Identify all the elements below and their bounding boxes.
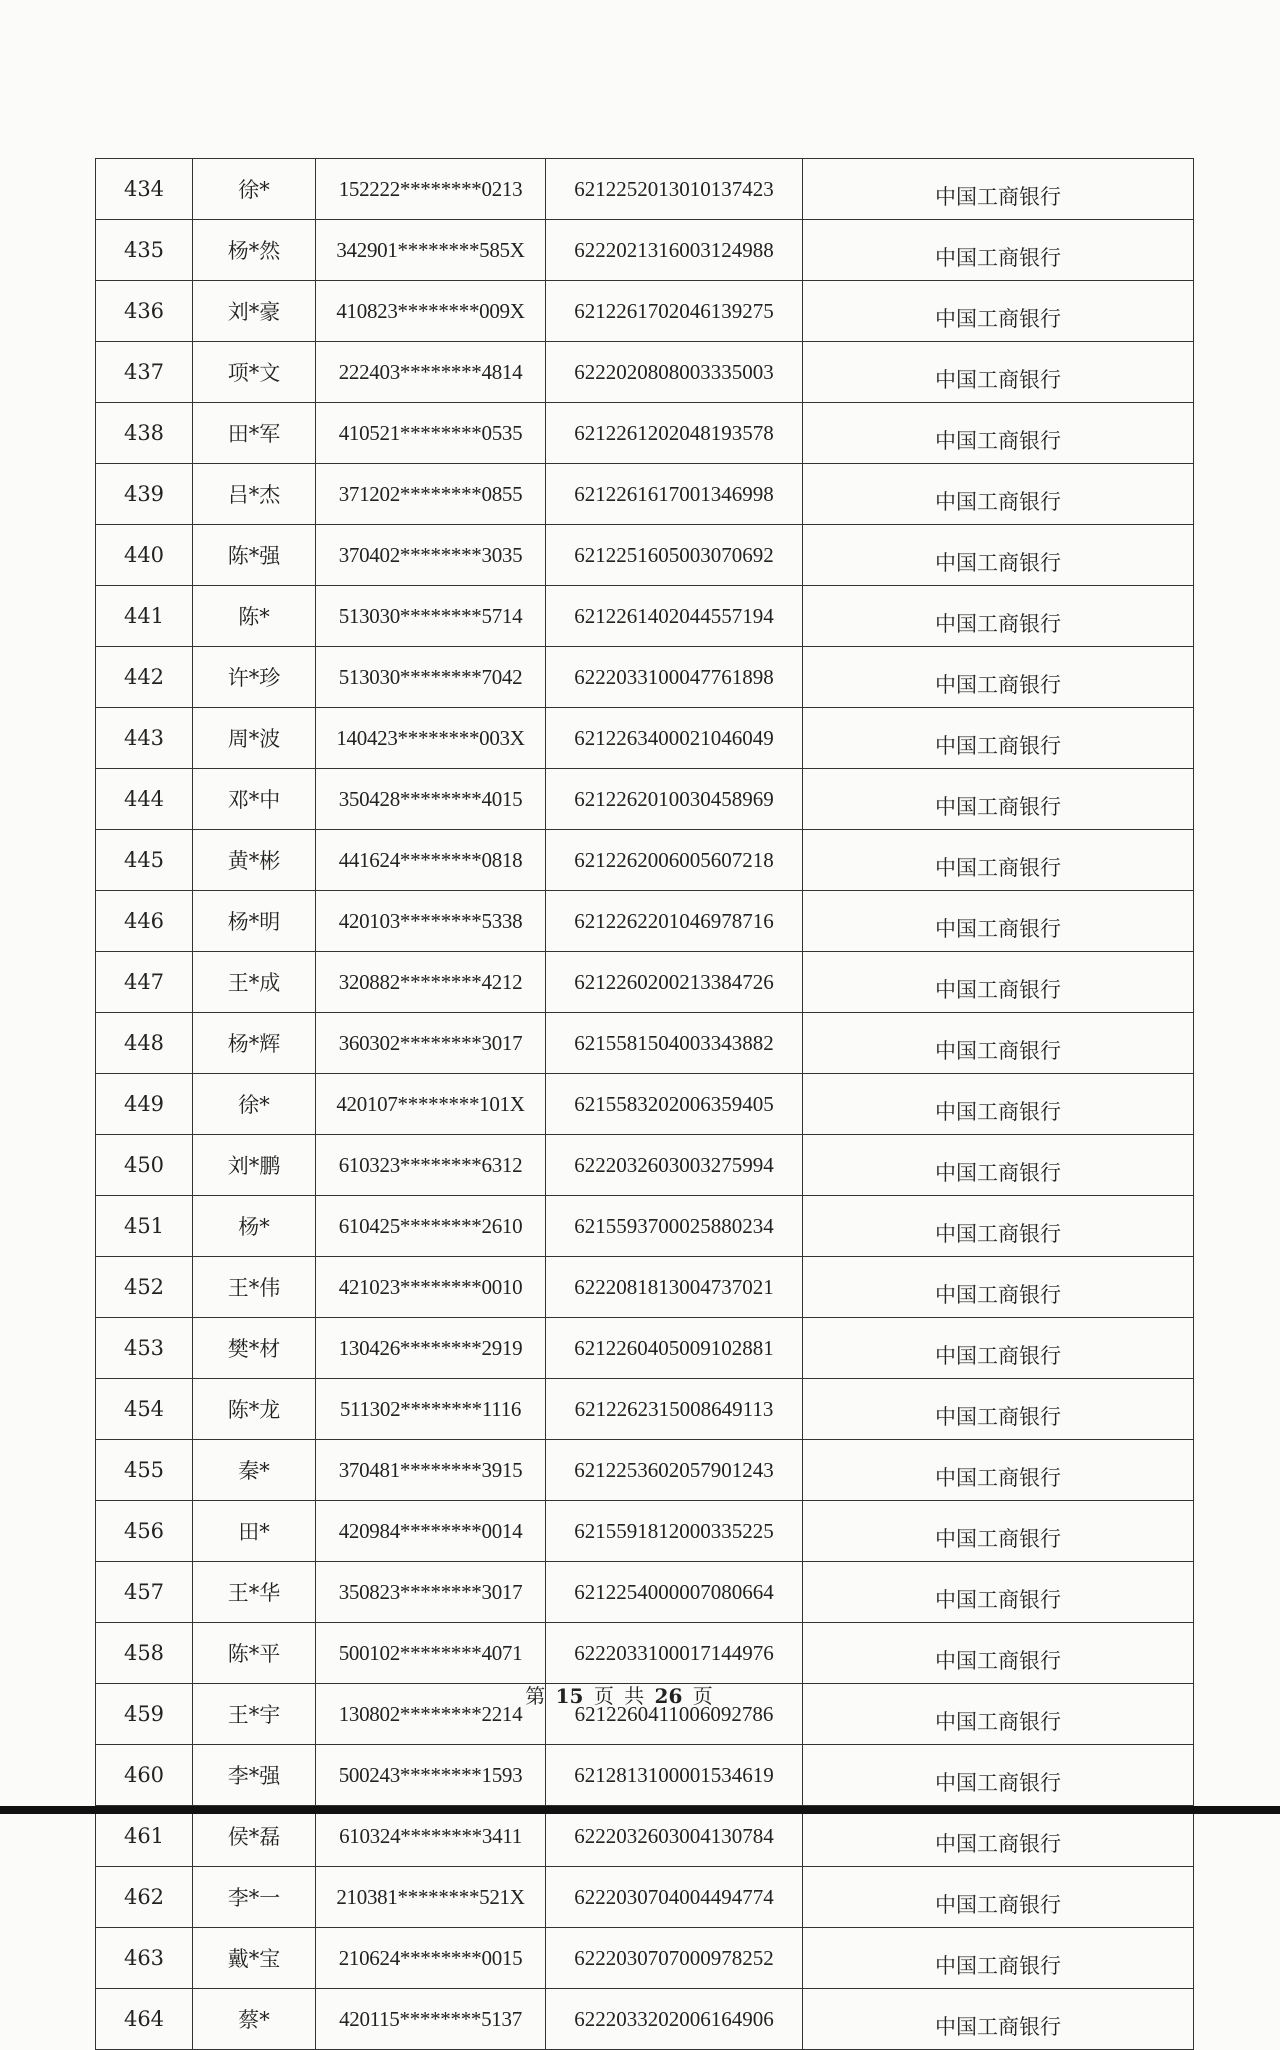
id-number-cell: 610425********2610: [316, 1196, 546, 1257]
row-number-cell: 458: [96, 1623, 193, 1684]
table-row: [96, 1562, 1194, 1623]
name-cell: 樊*材: [193, 1318, 316, 1379]
bank-name-cell: 中国工商银行: [803, 1440, 1194, 1501]
footer-prefix: 第: [525, 1684, 546, 1708]
card-number-cell: 6212254000007080664: [546, 1562, 803, 1623]
id-number-cell: 513030********5714: [316, 586, 546, 647]
name-cell: 王*成: [193, 952, 316, 1013]
row-number-cell: 457: [96, 1562, 193, 1623]
row-number-cell: 448: [96, 1013, 193, 1074]
bank-name-cell: 中国工商银行: [803, 1867, 1194, 1928]
bank-name-cell: 中国工商银行: [803, 1501, 1194, 1562]
id-number-cell: 410521********0535: [316, 403, 546, 464]
table-row: [96, 464, 1194, 525]
card-number-cell: 6222081813004737021: [546, 1257, 803, 1318]
row-number-cell: 438: [96, 403, 193, 464]
name-cell: 邓*中: [193, 769, 316, 830]
table-row: [96, 586, 1194, 647]
id-number-cell: 350428********4015: [316, 769, 546, 830]
card-number-cell: 6212262201046978716: [546, 891, 803, 952]
id-number-cell: 511302********1116: [316, 1379, 546, 1440]
bank-name-cell: 中国工商银行: [803, 769, 1194, 830]
card-number-cell: 6222030707000978252: [546, 1928, 803, 1989]
bank-name-cell: 中国工商银行: [803, 1745, 1194, 1806]
row-number-cell: 461: [96, 1806, 193, 1867]
table-row: [96, 830, 1194, 891]
card-number-cell: 6222033100017144976: [546, 1623, 803, 1684]
card-number-cell: 6222033100047761898: [546, 647, 803, 708]
name-cell: 陈*龙: [193, 1379, 316, 1440]
bank-name-cell: 中国工商银行: [803, 586, 1194, 647]
name-cell: 陈*: [193, 586, 316, 647]
row-number-cell: 439: [96, 464, 193, 525]
card-number-cell: 6212251605003070692: [546, 525, 803, 586]
table-row: [96, 1257, 1194, 1318]
table-row: [96, 1074, 1194, 1135]
card-number-cell: 6212813100001534619: [546, 1745, 803, 1806]
table-row: [96, 1623, 1194, 1684]
name-cell: 许*珍: [193, 647, 316, 708]
table-row: [96, 342, 1194, 403]
table-row: [96, 1928, 1194, 1989]
row-number-cell: 434: [96, 159, 193, 220]
row-number-cell: 443: [96, 708, 193, 769]
bank-name-cell: 中国工商银行: [803, 1684, 1194, 1745]
name-cell: 刘*豪: [193, 281, 316, 342]
card-number-cell: 6215591812000335225: [546, 1501, 803, 1562]
id-number-cell: 610323********6312: [316, 1135, 546, 1196]
id-number-cell: 513030********7042: [316, 647, 546, 708]
row-number-cell: 442: [96, 647, 193, 708]
name-cell: 徐*: [193, 159, 316, 220]
bank-name-cell: 中国工商银行: [803, 1989, 1194, 2050]
card-number-cell: 6222033202006164906: [546, 1989, 803, 2050]
row-number-cell: 446: [96, 891, 193, 952]
name-cell: 田*: [193, 1501, 316, 1562]
table-row: [96, 1196, 1194, 1257]
name-cell: 王*华: [193, 1562, 316, 1623]
table-row: [96, 220, 1194, 281]
row-number-cell: 447: [96, 952, 193, 1013]
bank-name-cell: 中国工商银行: [803, 159, 1194, 220]
row-number-cell: 436: [96, 281, 193, 342]
card-number-cell: 6212253602057901243: [546, 1440, 803, 1501]
id-number-cell: 320882********4212: [316, 952, 546, 1013]
row-number-cell: 463: [96, 1928, 193, 1989]
footer-suffix: 页: [692, 1684, 713, 1708]
card-number-cell: 6222032603003275994: [546, 1135, 803, 1196]
id-number-cell: 610324********3411: [316, 1806, 546, 1867]
table-row: [96, 1013, 1194, 1074]
bank-name-cell: 中国工商银行: [803, 464, 1194, 525]
row-number-cell: 454: [96, 1379, 193, 1440]
scan-edge: [0, 1806, 1280, 1814]
recipient-table: [95, 158, 1194, 2050]
table-row: [96, 525, 1194, 586]
bank-name-cell: 中国工商银行: [803, 1562, 1194, 1623]
id-number-cell: 210381********521X: [316, 1867, 546, 1928]
card-number-cell: 6212260411006092786: [546, 1684, 803, 1745]
row-number-cell: 452: [96, 1257, 193, 1318]
name-cell: 杨*: [193, 1196, 316, 1257]
footer-middle: 页 共: [593, 1684, 645, 1708]
row-number-cell: 440: [96, 525, 193, 586]
card-number-cell: 6212261202048193578: [546, 403, 803, 464]
bank-name-cell: 中国工商银行: [803, 647, 1194, 708]
name-cell: 吕*杰: [193, 464, 316, 525]
name-cell: 项*文: [193, 342, 316, 403]
table-body: [96, 159, 1194, 2050]
row-number-cell: 435: [96, 220, 193, 281]
bank-name-cell: 中国工商银行: [803, 1196, 1194, 1257]
total-pages: 26: [654, 1684, 683, 1708]
card-number-cell: 6212263400021046049: [546, 708, 803, 769]
table-row: [96, 1501, 1194, 1562]
table-row: [96, 281, 1194, 342]
row-number-cell: 464: [96, 1989, 193, 2050]
page-footer: [0, 1680, 1238, 1709]
id-number-cell: 420115********5137: [316, 1989, 546, 2050]
row-number-cell: 449: [96, 1074, 193, 1135]
bank-name-cell: 中国工商银行: [803, 1135, 1194, 1196]
bank-name-cell: 中国工商银行: [803, 1623, 1194, 1684]
id-number-cell: 441624********0818: [316, 830, 546, 891]
bank-name-cell: 中国工商银行: [803, 525, 1194, 586]
id-number-cell: 420984********0014: [316, 1501, 546, 1562]
table-row: [96, 1379, 1194, 1440]
card-number-cell: 6212262315008649113: [546, 1379, 803, 1440]
id-number-cell: 500102********4071: [316, 1623, 546, 1684]
id-number-cell: 420107********101X: [316, 1074, 546, 1135]
name-cell: 刘*鹏: [193, 1135, 316, 1196]
row-number-cell: 451: [96, 1196, 193, 1257]
name-cell: 秦*: [193, 1440, 316, 1501]
row-number-cell: 441: [96, 586, 193, 647]
name-cell: 杨*辉: [193, 1013, 316, 1074]
row-number-cell: 450: [96, 1135, 193, 1196]
id-number-cell: 500243********1593: [316, 1745, 546, 1806]
card-number-cell: 6212261402044557194: [546, 586, 803, 647]
row-number-cell: 444: [96, 769, 193, 830]
id-number-cell: 410823********009X: [316, 281, 546, 342]
bank-name-cell: 中国工商银行: [803, 708, 1194, 769]
table-row: [96, 891, 1194, 952]
name-cell: 陈*强: [193, 525, 316, 586]
id-number-cell: 130802********2214: [316, 1684, 546, 1745]
card-number-cell: 6212252013010137423: [546, 159, 803, 220]
card-number-cell: 6222032603004130784: [546, 1806, 803, 1867]
id-number-cell: 222403********4814: [316, 342, 546, 403]
bank-name-cell: 中国工商银行: [803, 1074, 1194, 1135]
id-number-cell: 130426********2919: [316, 1318, 546, 1379]
id-number-cell: 140423********003X: [316, 708, 546, 769]
bank-name-cell: 中国工商银行: [803, 952, 1194, 1013]
id-number-cell: 420103********5338: [316, 891, 546, 952]
card-number-cell: 6222030704004494774: [546, 1867, 803, 1928]
card-number-cell: 6212262006005607218: [546, 830, 803, 891]
bank-name-cell: 中国工商银行: [803, 1928, 1194, 1989]
row-number-cell: 453: [96, 1318, 193, 1379]
id-number-cell: 350823********3017: [316, 1562, 546, 1623]
card-number-cell: 6215593700025880234: [546, 1196, 803, 1257]
card-number-cell: 6212260200213384726: [546, 952, 803, 1013]
name-cell: 田*军: [193, 403, 316, 464]
id-number-cell: 210624********0015: [316, 1928, 546, 1989]
bank-name-cell: 中国工商银行: [803, 1379, 1194, 1440]
card-number-cell: 6215581504003343882: [546, 1013, 803, 1074]
id-number-cell: 370402********3035: [316, 525, 546, 586]
name-cell: 王*宇: [193, 1684, 316, 1745]
row-number-cell: 456: [96, 1501, 193, 1562]
bank-name-cell: 中国工商银行: [803, 342, 1194, 403]
id-number-cell: 370481********3915: [316, 1440, 546, 1501]
bank-name-cell: 中国工商银行: [803, 1318, 1194, 1379]
row-number-cell: 437: [96, 342, 193, 403]
row-number-cell: 459: [96, 1684, 193, 1745]
name-cell: 王*伟: [193, 1257, 316, 1318]
bank-name-cell: 中国工商银行: [803, 281, 1194, 342]
name-cell: 周*波: [193, 708, 316, 769]
table-row: [96, 647, 1194, 708]
table-row: [96, 1867, 1194, 1928]
name-cell: 杨*然: [193, 220, 316, 281]
name-cell: 李*强: [193, 1745, 316, 1806]
name-cell: 陈*平: [193, 1623, 316, 1684]
name-cell: 戴*宝: [193, 1928, 316, 1989]
card-number-cell: 6222021316003124988: [546, 220, 803, 281]
row-number-cell: 460: [96, 1745, 193, 1806]
row-number-cell: 462: [96, 1867, 193, 1928]
bank-name-cell: 中国工商银行: [803, 830, 1194, 891]
id-number-cell: 371202********0855: [316, 464, 546, 525]
bank-name-cell: 中国工商银行: [803, 220, 1194, 281]
name-cell: 蔡*: [193, 1989, 316, 2050]
bank-name-cell: 中国工商银行: [803, 1257, 1194, 1318]
card-number-cell: 6215583202006359405: [546, 1074, 803, 1135]
table-row: [96, 159, 1194, 220]
bank-name-cell: 中国工商银行: [803, 403, 1194, 464]
table-row: [96, 1318, 1194, 1379]
card-number-cell: 6222020808003335003: [546, 342, 803, 403]
bank-name-cell: 中国工商银行: [803, 891, 1194, 952]
bank-name-cell: 中国工商银行: [803, 1013, 1194, 1074]
name-cell: 杨*明: [193, 891, 316, 952]
card-number-cell: 6212261617001346998: [546, 464, 803, 525]
table-row: [96, 952, 1194, 1013]
table-row: [96, 1135, 1194, 1196]
id-number-cell: 342901********585X: [316, 220, 546, 281]
card-number-cell: 6212261702046139275: [546, 281, 803, 342]
id-number-cell: 360302********3017: [316, 1013, 546, 1074]
current-page: 15: [555, 1684, 584, 1708]
name-cell: 李*一: [193, 1867, 316, 1928]
table-row: [96, 1989, 1194, 2050]
table-row: [96, 1806, 1194, 1867]
name-cell: 侯*磊: [193, 1806, 316, 1867]
table-row: [96, 1440, 1194, 1501]
table-row: [96, 769, 1194, 830]
card-number-cell: 6212260405009102881: [546, 1318, 803, 1379]
card-number-cell: 6212262010030458969: [546, 769, 803, 830]
bank-name-cell: 中国工商银行: [803, 1806, 1194, 1867]
table-row: [96, 403, 1194, 464]
name-cell: 徐*: [193, 1074, 316, 1135]
name-cell: 黄*彬: [193, 830, 316, 891]
table-row: [96, 1745, 1194, 1806]
row-number-cell: 455: [96, 1440, 193, 1501]
row-number-cell: 445: [96, 830, 193, 891]
id-number-cell: 421023********0010: [316, 1257, 546, 1318]
id-number-cell: 152222********0213: [316, 159, 546, 220]
table-row: [96, 708, 1194, 769]
